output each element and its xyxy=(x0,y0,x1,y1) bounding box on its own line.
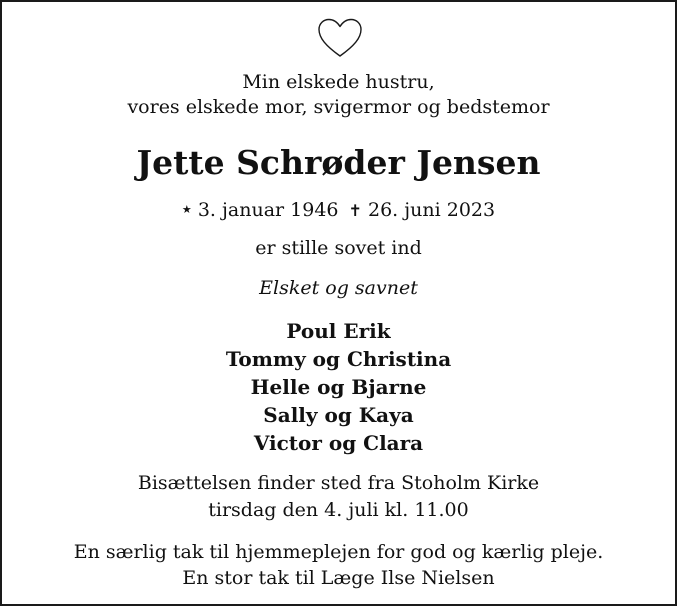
death-date: 26. juni 2023 xyxy=(368,199,496,221)
loved-text: Elsket og savnet xyxy=(259,277,418,299)
thanks-line: En stor tak til Læge Ilse Nielsen xyxy=(182,567,495,589)
birth-date: 3. januar 1946 xyxy=(197,199,339,221)
sleep-text: er stille sovet ind xyxy=(255,237,422,259)
mourner-name: Tommy og Christina xyxy=(225,347,452,371)
cross-icon: ✝ xyxy=(348,201,362,220)
mourner-name: Victor og Clara xyxy=(253,431,424,455)
mourners-list xyxy=(2,317,675,457)
funeral-info xyxy=(2,470,675,524)
funeral-info-line: Bisættelsen finder sted fra Stoholm Kirke xyxy=(137,472,540,494)
deceased-name: Jette Schrøder Jensen xyxy=(136,143,541,182)
star-icon: ★ xyxy=(181,203,192,216)
funeral-info-line: tirsdag den 4. juli kl. 11.00 xyxy=(208,499,469,521)
thanks-text xyxy=(2,539,675,591)
mourner-name: Helle og Bjarne xyxy=(250,375,427,399)
intro-text xyxy=(2,70,675,120)
life-dates xyxy=(2,197,675,224)
thanks-line: En særlig tak til hjemmeplejen for god og kærlig pleje. xyxy=(73,541,604,563)
mourner-name: Sally og Kaya xyxy=(263,403,414,427)
intro-line: Min elskede hustru, xyxy=(242,71,435,93)
mourner-name: Poul Erik xyxy=(286,319,391,343)
heart-icon xyxy=(316,17,364,59)
intro-line: vores elskede mor, svigermor og bedstemor xyxy=(127,96,550,118)
